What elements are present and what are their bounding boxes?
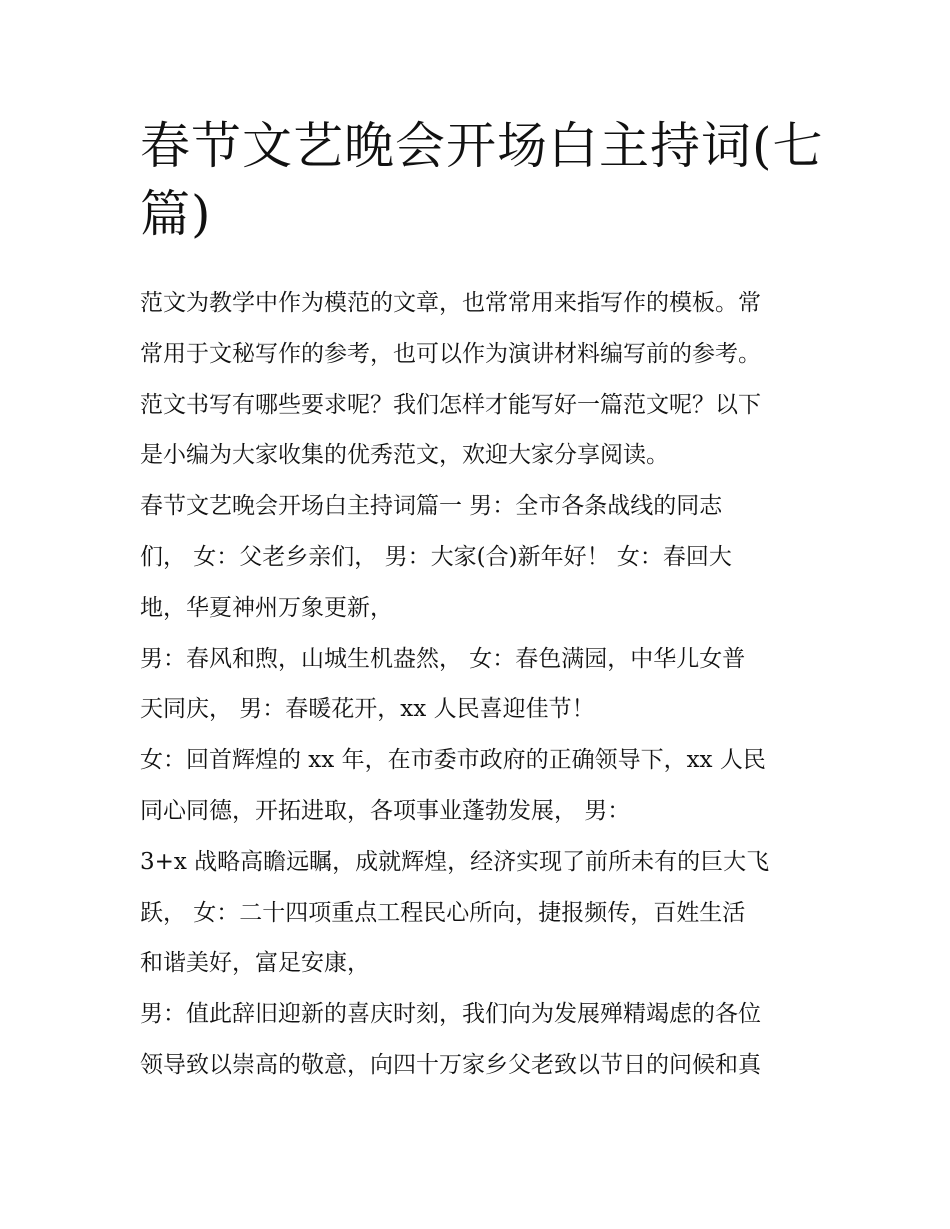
body-line: 男：春风和煦，山城生机盎然， 女：春色满园，中华儿女普 (140, 645, 746, 672)
body-line: 天同庆， 男：春暖花开，xx 人民喜迎佳节！ (140, 696, 595, 723)
title-line-1: 春节文艺晚会开场白主持词(七 (140, 117, 824, 175)
intro-line: 常用于文秘写作的参考，也可以作为演讲材料编写前的参考。 (140, 340, 761, 367)
document-title (140, 112, 824, 248)
document-page (140, 112, 824, 1091)
body-line: 女：回首辉煌的 xx 年，在市委市政府的正确领导下，xx 人民 (140, 747, 766, 774)
body-line: 跃， 女：二十四项重点工程民心所向，捷报频传，百姓生活 (140, 899, 746, 926)
body-line: 地，华夏神州万象更新， (140, 594, 393, 621)
body-line: 们， 女：父老乡亲们， 男：大家(合)新年好！ 女：春回大 (140, 543, 732, 570)
intro-line: 范文书写有哪些要求呢？我们怎样才能写好一篇范文呢？以下 (140, 391, 761, 418)
body-line: 和谐美好，富足安康， (140, 950, 370, 977)
intro-line: 是小编为大家收集的优秀范文，欢迎大家分享阅读。 (140, 442, 669, 469)
intro-line: 范文为教学中作为模范的文章，也常常用来指写作的模板。常 (140, 290, 761, 316)
body-text (140, 481, 812, 1091)
body-line: 春节文艺晚会开场白主持词篇一 男：全市各条战线的同志 (140, 493, 723, 520)
body-line: 3+x 战略高瞻远瞩，成就辉煌，经济实现了前所未有的巨大飞 (140, 848, 770, 875)
body-line: 男：值此辞旧迎新的喜庆时刻，我们向为发展殚精竭虑的各位 (140, 1001, 761, 1028)
body-line: 领导致以崇高的敬意，向四十万家乡父老致以节日的问候和真 (140, 1051, 761, 1078)
body-line: 同心同德，开拓进取，各项事业蓬勃发展， 男： (140, 797, 631, 824)
title-line-2: 篇) (140, 185, 212, 243)
intro-paragraph (140, 278, 812, 481)
